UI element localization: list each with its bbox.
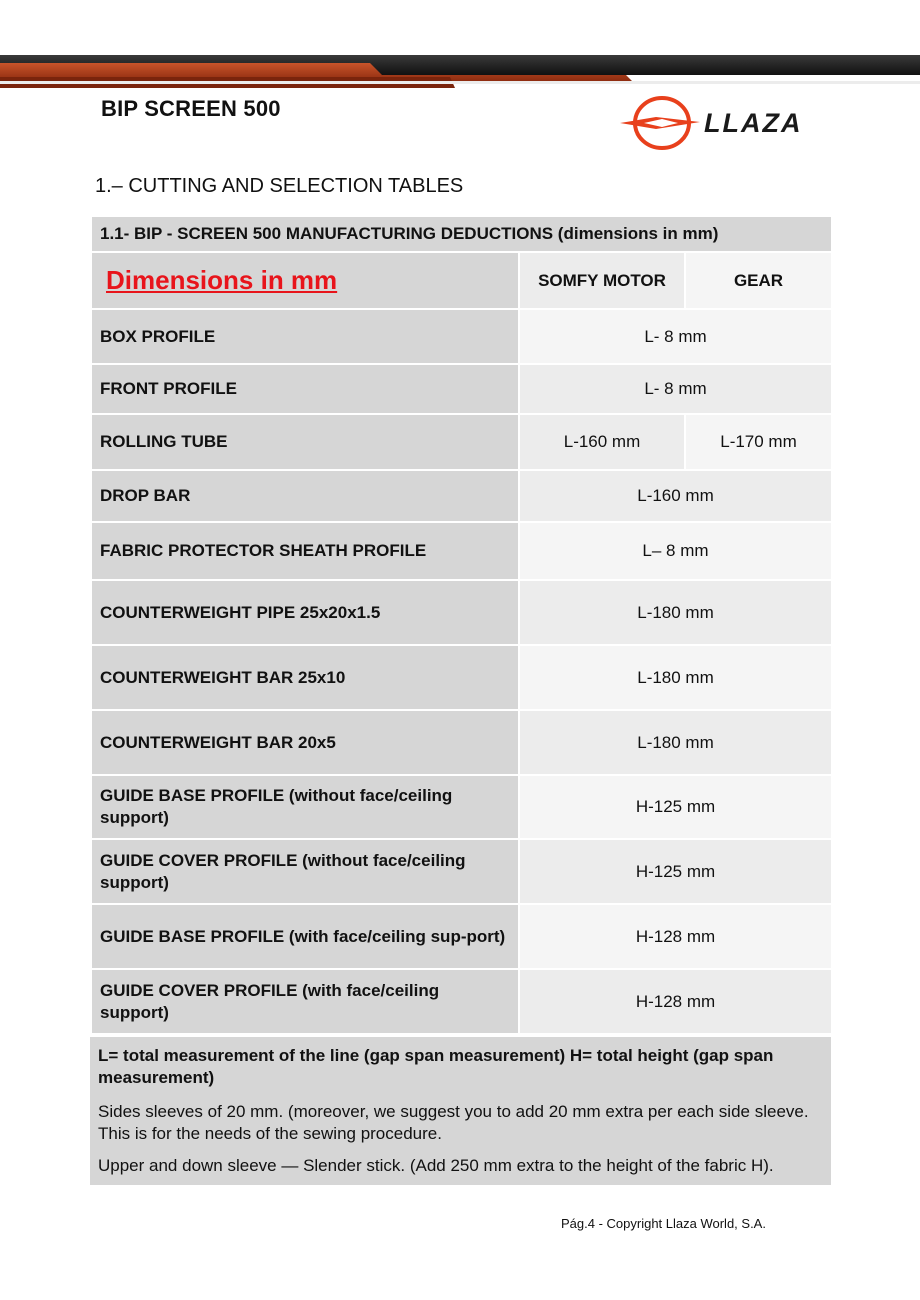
row-label: FABRIC PROTECTOR SHEATH PROFILE xyxy=(91,522,519,580)
top-decorative-band xyxy=(0,55,920,88)
notes-definition: L= total measurement of the line (gap span measurement) H= total height (gap span measurement) xyxy=(98,1046,774,1087)
row-value: L- 8 mm xyxy=(519,364,832,414)
row-value: H-125 mm xyxy=(519,775,832,839)
notes-upper-down-sleeve: Upper and down sleeve — Slender stick. (Add 250 mm extra to the height of the fabric H). xyxy=(98,1156,774,1175)
notes-sides-sleeves: Sides sleeves of 20 mm. (moreover, we suggest you to add 20 mm extra per each side sleeve. This is for the needs of the sewing procedure. xyxy=(98,1102,809,1143)
document-title: BIP SCREEN 500 xyxy=(101,96,281,121)
table-row xyxy=(91,969,832,1034)
deductions-table xyxy=(90,215,833,1035)
table-row xyxy=(91,309,832,364)
table-row xyxy=(91,645,832,710)
row-value: L-160 mm xyxy=(519,470,832,522)
row-label: DROP BAR xyxy=(91,470,519,522)
row-label: GUIDE COVER PROFILE (without face/ceiling support) xyxy=(91,839,519,904)
table-header-row xyxy=(91,252,832,309)
table-row xyxy=(91,364,832,414)
row-label: FRONT PROFILE xyxy=(91,364,519,414)
row-label: BOX PROFILE xyxy=(91,309,519,364)
table-row xyxy=(91,775,832,839)
row-value: L-180 mm xyxy=(519,710,832,775)
deductions-table-wrapper xyxy=(90,215,831,1185)
row-label: GUIDE COVER PROFILE (with face/ceiling support) xyxy=(91,969,519,1034)
row-value: H-125 mm xyxy=(519,839,832,904)
table-row xyxy=(91,904,832,969)
svg-text:LLAZA: LLAZA xyxy=(704,108,803,138)
table-row xyxy=(91,470,832,522)
llaza-logo xyxy=(618,96,832,150)
llaza-logo-icon xyxy=(618,96,832,150)
row-value: H-128 mm xyxy=(519,904,832,969)
table-row xyxy=(91,414,832,470)
section-heading: 1.– CUTTING AND SELECTION TABLES xyxy=(95,175,464,197)
row-label: COUNTERWEIGHT BAR 25x10 xyxy=(91,645,519,710)
row-label: ROLLING TUBE xyxy=(91,414,519,470)
notes-box xyxy=(90,1035,831,1185)
table-caption: 1.1- BIP - SCREEN 500 MANUFACTURING DEDUCTIONS (dimensions in mm) xyxy=(91,216,832,252)
table-row xyxy=(91,839,832,904)
row-label: GUIDE BASE PROFILE (without face/ceiling support) xyxy=(91,775,519,839)
top-band-graphic xyxy=(0,55,920,88)
column-header-gear: GEAR xyxy=(685,252,832,309)
row-label: COUNTERWEIGHT PIPE 25x20x1.5 xyxy=(91,580,519,645)
row-value-gear: L-170 mm xyxy=(685,414,832,470)
dimensions-label: Dimensions in mm xyxy=(91,252,519,309)
table-row xyxy=(91,580,832,645)
row-label: COUNTERWEIGHT BAR 20x5 xyxy=(91,710,519,775)
row-value: L– 8 mm xyxy=(519,522,832,580)
table-row xyxy=(91,710,832,775)
table-row xyxy=(91,522,832,580)
page-footer: Pág.4 - Copyright Llaza World, S.A. xyxy=(561,1216,766,1231)
row-value: H-128 mm xyxy=(519,969,832,1034)
row-value: L-180 mm xyxy=(519,645,832,710)
row-value-somfy: L-160 mm xyxy=(519,414,685,470)
row-label: GUIDE BASE PROFILE (with face/ceiling sup-port) xyxy=(91,904,519,969)
row-value: L- 8 mm xyxy=(519,309,832,364)
column-header-somfy-motor: SOMFY MOTOR xyxy=(519,252,685,309)
row-value: L-180 mm xyxy=(519,580,832,645)
table-caption-row xyxy=(91,216,832,252)
